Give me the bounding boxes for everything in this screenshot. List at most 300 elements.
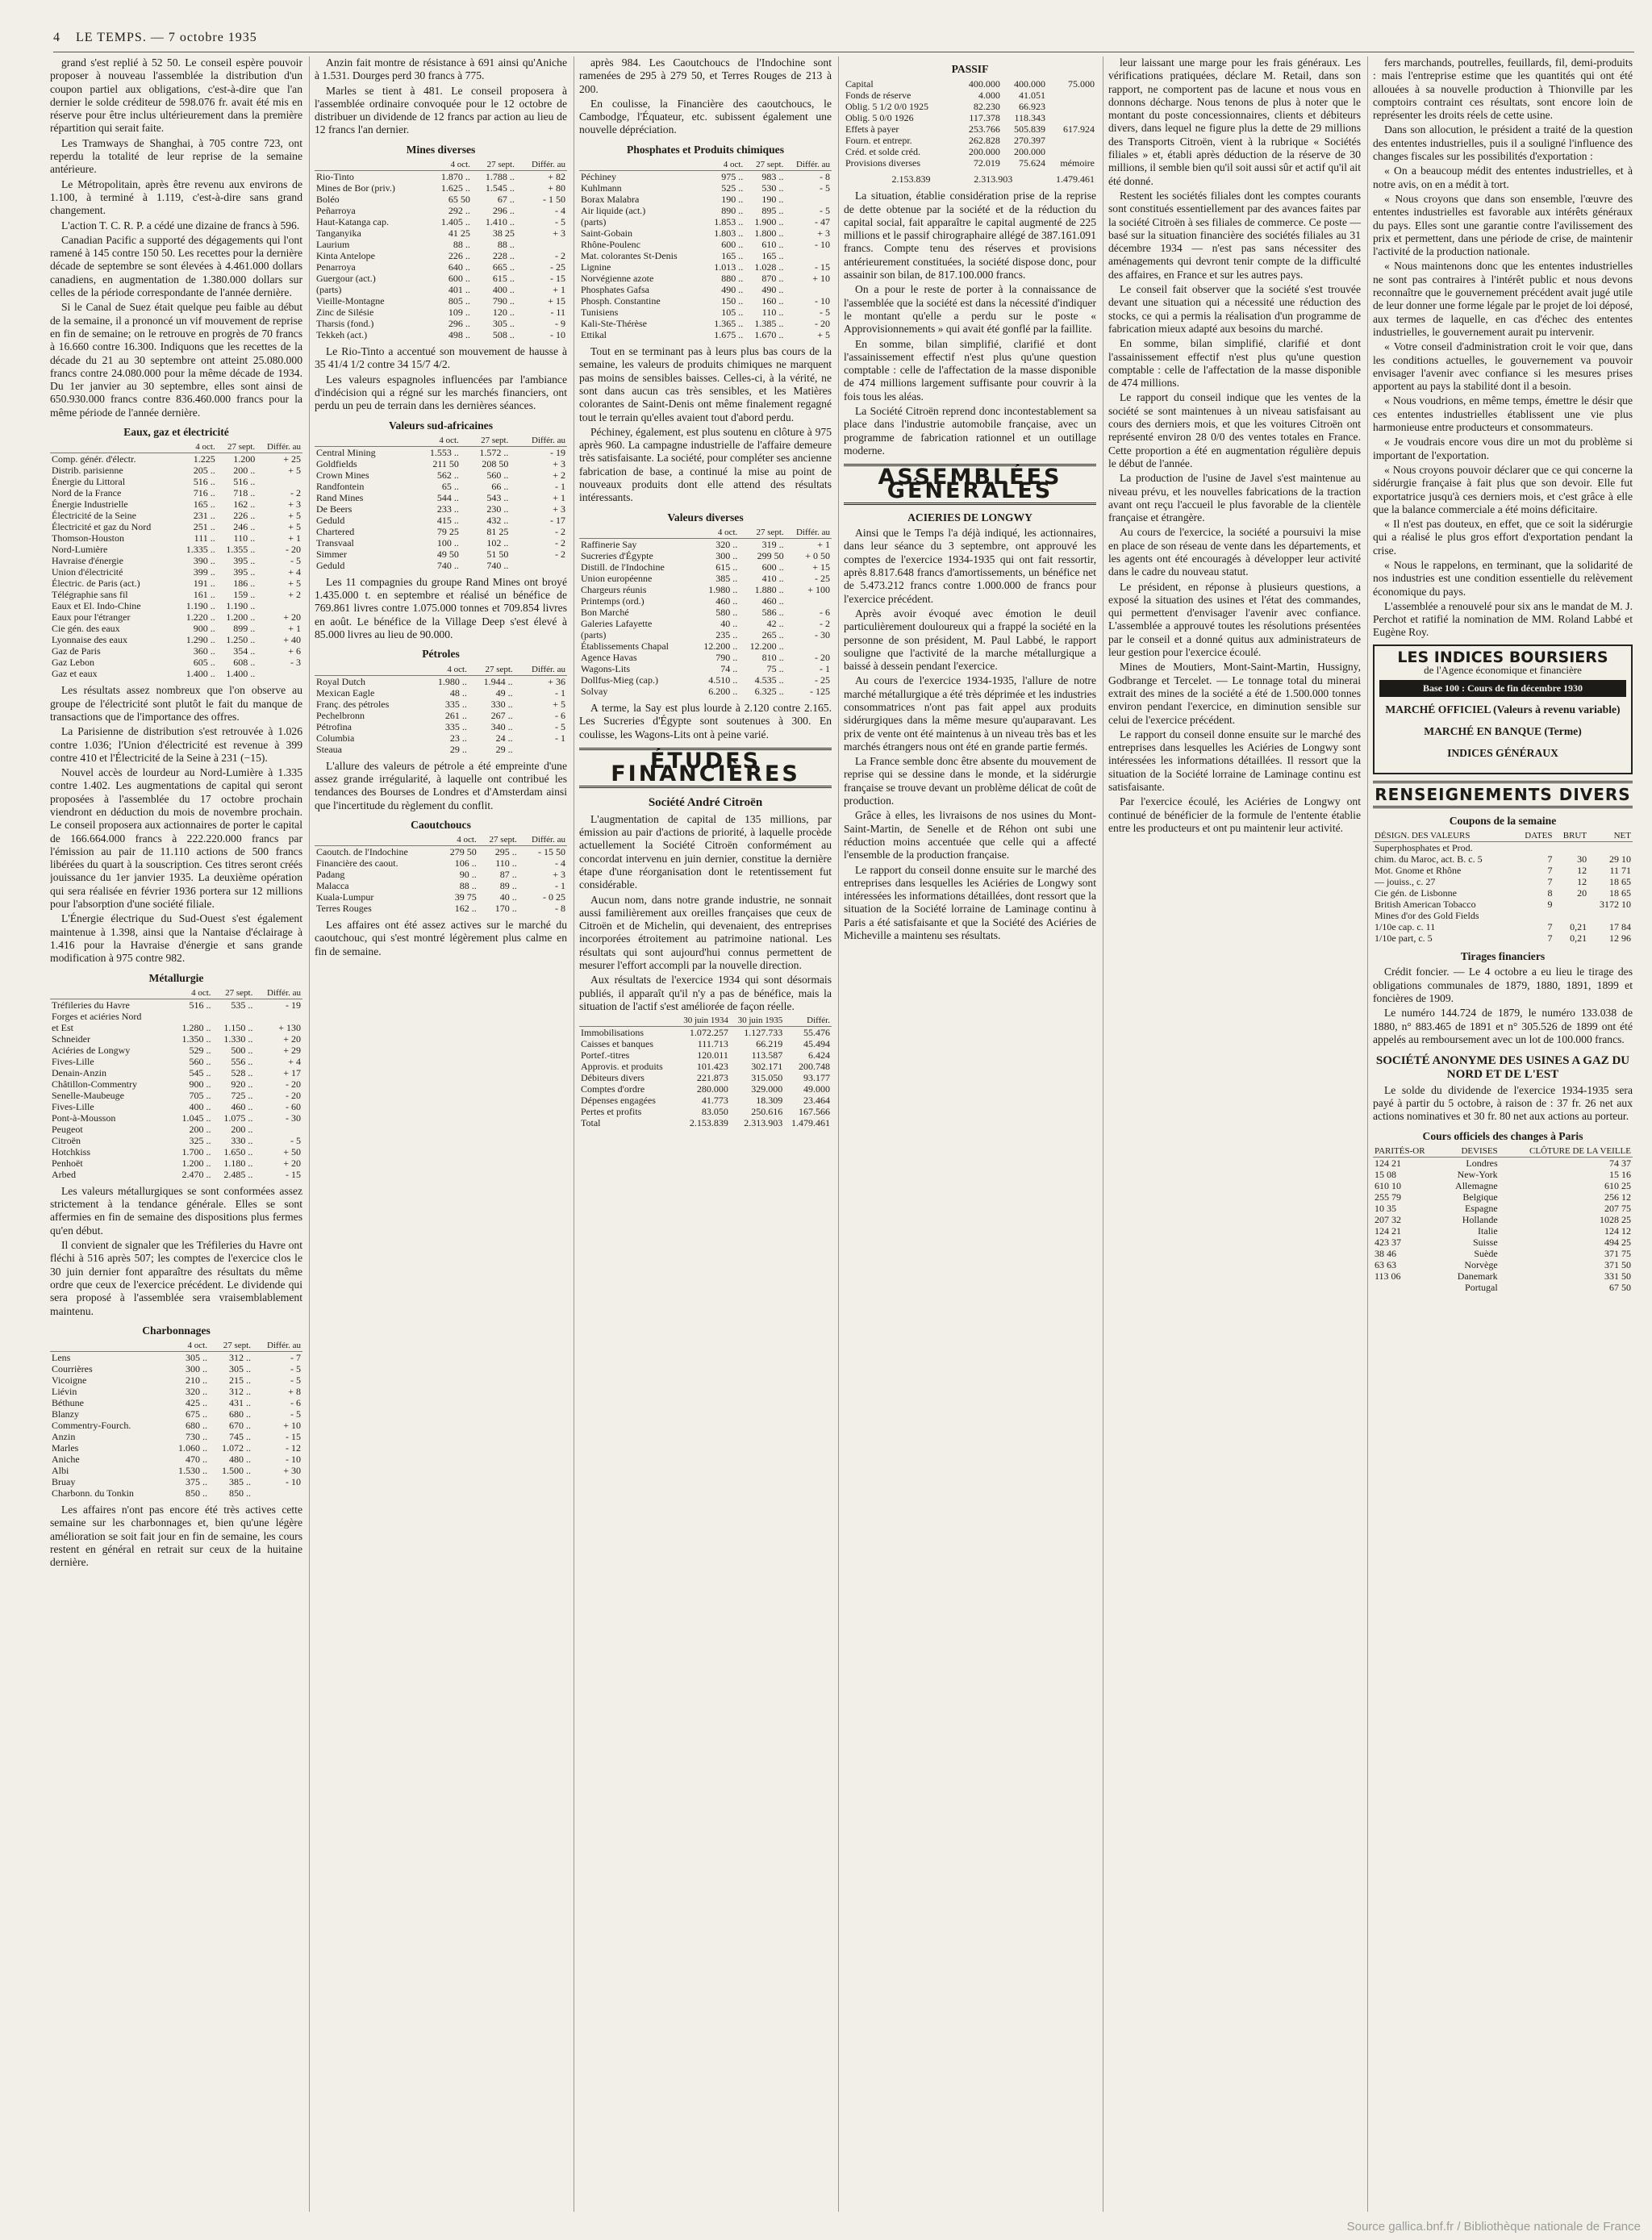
paragraph: Le président, en réponse à plusieurs questions, a exposé la situation des usines et l'état des commandes, qui permettent d'envisager l'avenir avec confiance. L'assemblée a approuvé toutes les résolutions présentées par le conseil et a donné quitus aux administrateurs de leur gestion pour l'exercice écoulé. [1108,580,1361,659]
row-value: 1.190 .. [186,600,215,612]
row-label: Kuhlmann [581,182,622,194]
paragraph: « Votre conseil d'administration croit le voir que, dans les conditions actuelles, le gouvernement va pouvoir envisager l'avenir avec confiance si les mesures prises apportent au pays la stabilité dont il a besoin. [1373,340,1633,393]
row-value: 543 .. [486,491,509,503]
row-label: Randfontein [316,480,365,492]
row-label: Immobilisations [581,1027,644,1039]
row-value: 544 .. [436,491,459,503]
table-row [50,645,302,657]
row-value: - 20 [286,1089,301,1101]
row-value: 292 .. [448,205,470,217]
column-header [315,834,439,846]
paragraph: La production de l'usine de Javel s'est maintenue au niveau prévu, et les nouvelles fabrications de la traction avant ont reçu l'accueil le plus favorable de la clientèle française et étrangère. [1108,472,1361,524]
row-value: 319 .. [761,538,784,550]
table-row [579,584,832,595]
row-value: 12.200 .. [749,640,784,652]
row-value: 320 .. [185,1386,207,1398]
row-value: + 1 [288,623,301,635]
row-value: + 15 [812,561,830,573]
row-value: 20 [1577,887,1587,899]
row-value: 395 .. [233,566,256,578]
row-value: 200 .. [233,465,256,477]
row-value: 740 .. [436,559,459,571]
row-value: 88 .. [497,239,515,251]
row-value [1515,842,1554,854]
table-row [50,498,302,510]
row-value: + 82 [548,171,565,183]
table-row [1373,853,1633,865]
row-label: Galeries Lafayette [581,617,653,629]
row-label: Peugeot [52,1123,83,1135]
row-value: 74 37 [1609,1158,1631,1169]
indices-title: LES INDICES BOURSIERS [1397,648,1608,666]
table-row [579,618,832,629]
column-header [315,664,423,676]
row-label: Cie gén. des eaux [52,623,120,635]
row-value: 1.400 .. [226,668,256,680]
row-value: - 60 [286,1100,301,1112]
row-value: 246 .. [233,521,256,533]
table-row [50,1112,302,1124]
row-value: 975 .. [721,171,744,183]
row-value: 17 84 [1609,921,1631,933]
table-row [50,1146,302,1158]
row-value [252,1487,302,1499]
column-header: 27 sept. [745,159,785,171]
row-value: 49.000 [803,1083,830,1095]
row-value: 48 .. [449,686,467,699]
row-value: 1.072 .. [221,1442,251,1454]
table-row [315,307,567,318]
row-value: 586 .. [761,606,784,618]
row-value: - 6 [555,709,565,721]
row-value: 401 .. [448,284,470,296]
row-value: 200.748 [799,1061,830,1073]
row-value: + 20 [283,611,301,624]
row-value: - 8 [820,171,830,183]
table-row [315,216,567,227]
row-value: - 2 [820,617,830,629]
row-label: Bon Marché [581,606,629,618]
quote-table [50,987,302,1180]
column-header: Différ. au [785,159,832,171]
row-value: 415 .. [436,514,459,526]
row-value: 83.050 [701,1106,728,1118]
row-value: - 0 25 [543,891,565,903]
row-value: + 2 [553,469,565,481]
row-value: - 5 [290,1374,301,1387]
table-header-row [50,1340,302,1352]
row-value: 1.944 .. [483,675,513,687]
row-value: 39 75 [454,891,477,903]
table-row [50,623,302,634]
row-value: 186 .. [233,578,256,590]
paragraph: L'Énergie électrique du Sud-Ouest s'est également maintenue à 1.398, ainsi que la Nantaise d'éclairage à 1.416 pour la Havraise d'énergie et sans grande modification à 975 contre 982. [50,912,302,965]
table-row [315,284,567,295]
row-label: Nord de la France [52,487,122,499]
row-label: Gaz Lebon [52,657,94,669]
row-value: 65 50 [448,194,470,206]
row-value: - 125 [810,685,830,697]
row-label: British American Tobacco [1375,899,1476,911]
row-value: + 3 [553,869,565,881]
row-value: 371 75 [1604,1248,1631,1259]
row-value: - 10 [815,295,830,307]
row-label: Simmer [316,548,347,560]
row-label: Saint-Gobain [581,227,632,240]
row-value: 124 12 [1604,1225,1631,1237]
row-value: - 5 [820,307,830,319]
row-value: 302.171 [751,1061,783,1073]
paragraph: La situation, établie considération prise de la reprise de dette obtenue par la société et de la réduction du capital social, fait apparaître le capital augmenté de 225 millions et le passif chirographaire allégé de 387.161.091 francs. Compte tenu des réserves et provisions antérieurement constituées, la société dispose donc, pour assainir son bilan, de 817.100.000 francs. [844,190,1096,282]
table-row [315,250,567,261]
page-header [53,31,1634,52]
row-value: 208 50 [482,457,509,469]
column-header: 27 sept. [209,1340,252,1352]
table-row [579,1038,832,1049]
column-2 [315,56,574,2212]
row-value: - 2 [555,250,565,262]
table-row [50,1487,302,1499]
row-value: 920 .. [231,1078,253,1090]
table-row [315,273,567,284]
row-value: 460 .. [761,594,784,607]
row-value: 562 .. [436,469,459,481]
row-label: Terres Rouges [316,903,372,915]
row-value: 1.500 .. [221,1465,251,1477]
table-row [50,1465,302,1476]
table-row [315,503,567,515]
column-header: DATES [1515,830,1554,842]
row-value: 490 .. [761,284,784,296]
table-row [579,261,832,273]
column-header: 4 oct. [693,527,739,539]
row-label: Fives-Lille [52,1055,94,1067]
row-value: 120.011 [697,1049,728,1062]
row-value: 1.625 .. [440,182,470,194]
row-value: 230 .. [486,503,509,515]
row-label: Courrières [52,1363,93,1375]
row-value: + 3 [553,503,565,515]
column-6 [1373,56,1639,2212]
row-value: 23.464 [803,1095,830,1107]
row-label: Approvis. et produits [581,1061,663,1073]
row-value: 1.800 .. [754,227,784,240]
row-value: 505.839 [1014,123,1046,136]
paragraph: Le rapport du conseil donne ensuite sur le marché des entreprises dans lesquelles les Aciéries de Longwy sont intéressées les informations détaillées. Il ressort que la situation de la Société lorraine de Laminage continu est satisfaisante. [1108,728,1361,794]
row-value: 4.000 [978,90,1000,102]
table-row [579,640,832,652]
row-value: Espagne [1465,1203,1498,1214]
column-header: 27 sept. [469,664,515,676]
row-value: 256 12 [1604,1191,1631,1203]
row-value: 1.280 .. [181,1021,211,1033]
paragraph: Le conseil fait observer que la société s'est trouvée devant une situation qui a nécessité une réduction des stocks, ce qui a permis la réalisation d'un programme de fabrication mieux adapté aux besoins du marché. [1108,283,1361,335]
row-value: 305 .. [228,1363,251,1375]
row-value: 740 .. [486,559,509,571]
row-label: De Beers [316,503,353,515]
table-row [1373,1191,1633,1203]
quote-table [315,159,567,340]
row-value: 81 25 [486,525,509,537]
paragraph: En coulisse, la Financière des caoutchoucs, le Cambodge, l'Équateur, etc. subissent également une nouvelle dépréciation. [579,97,832,136]
column-header: CLÔTURE DE LA VEILLE [1500,1145,1633,1158]
row-value [786,595,832,607]
row-value [171,1011,213,1022]
row-label: chim. du Maroc, act. B. c. 5 [1375,853,1483,866]
row-value: + 20 [283,1032,301,1045]
row-label: Énergie Industrielle [52,498,128,511]
row-label: Havraise d'énergie [52,555,123,567]
row-label: Lignine [581,261,611,273]
row-value [1047,90,1096,101]
row-label: Steaua [316,743,342,755]
row-label: Pont-à-Mousson [52,1112,116,1124]
paragraph: leur laissant une marge pour les frais généraux. Les vérifications pratiquées, déclare M. Retail, dans son rapport, ne comportent pas de lacune et nous vous en donnons décharge. Nous tenons de plus à noter que le montant du poste concessionnaires, clients et débiteurs divers, dans lequel ne figure plus la dette de 29 millions des Transports Citroën, vient à la rubrique « Sociétés filiales » et, établi après déduction de la réserve de 30 millions, il semble bien qu'il soit aussi sûr et actif qu'il ait été donné. [1108,56,1361,187]
row-value: 400 .. [189,1100,211,1112]
table-row [315,295,567,307]
paragraph: Les affaires n'ont pas encore été très actives cette semaine sur les charbonnages et, bien qu'une légère amélioration se soit fait jour en fin de semaine, les cours restent en général en retrait sur ceux de la huitaine dernière. [50,1504,302,1569]
row-value [1047,101,1096,112]
row-label: Énergie du Littoral [52,476,126,488]
row-label: Schneider [52,1032,90,1045]
table-row [50,555,302,566]
table-row [50,1022,302,1033]
row-value: 11 71 [1609,865,1631,877]
row-label: Thomson-Houston [52,532,124,544]
paragraph: « Nous le rappelons, en terminant, que la solidarité de nos industries est une condition essentielle du relèvement économique du pays. [1373,558,1633,598]
row-label: Malacca [316,880,349,892]
row-value: 680 .. [228,1408,251,1420]
row-value: 79 25 [436,525,459,537]
row-value: - 10 [550,329,565,341]
section-heading: Phosphates et Produits chimiques [627,143,784,156]
table-row [315,182,567,194]
table-row [50,1397,302,1408]
row-value: 890 .. [721,205,744,217]
row-value: 75 .. [766,662,784,674]
row-value: + 1 [288,532,301,544]
paragraph: Les valeurs métallurgiques se sont conformées assez strictement à la tendance générale. Elles se sont affermies en fin de semaine des dispositions plus fermes qu'en début. [50,1184,302,1237]
paragraph: Ainsi que le Temps l'a déjà indiqué, les actionnaires, dans leur séance du 3 septembre, ont approuvé les comptes de l'exercice 1934-1935 qui ont fait ressortir, après 8.817.648 francs d'amortissements, un bénéfice net de 5.473.212 francs contre 1.000.000 de francs pour l'exercice précédent. [844,527,1096,605]
row-value: 9 [1547,899,1553,911]
row-value: 1.365 .. [714,318,744,330]
row-value: 261 .. [444,709,467,721]
row-value: - 2 [555,548,565,560]
quote-table [579,159,832,340]
row-value: 41.773 [701,1095,728,1107]
row-value: 400 .. [492,284,515,296]
row-value: + 100 [807,583,830,595]
table-row [50,1431,302,1442]
section-heading: Tirages financiers [1460,950,1546,963]
row-value: 1.180 .. [223,1157,253,1169]
table-row [579,1049,832,1061]
row-value: + 3 [817,227,830,240]
table-row [1373,1169,1633,1180]
row-value: 400.000 [968,78,1000,90]
paragraph: L'action T. C. R. P. a cédé une dizaine de francs à 596. [61,219,300,232]
table-row [315,880,567,891]
row-value: 315.050 [751,1072,783,1084]
row-value [213,1011,255,1022]
row-label: Rio-Tinto [316,171,354,183]
row-value: 170 .. [494,903,517,915]
paragraph: Canadian Pacific a supporté des dégagements qui l'ont ramené à 145 contre 150 50. Les recettes pour la dernière décade de septembre se sont élevées à 4.461.000 dollars canadiens, en augmentation de 1.380.000 dollars sur celles de la période correspondante de l'année dernière. [50,233,302,299]
row-value: - 1 [555,480,565,492]
stock-indices-box [1373,644,1633,774]
row-value: 41.051 [1019,90,1046,102]
row-value: + 50 [283,1145,301,1158]
row-label: 1/10e cap. c. 11 [1375,921,1436,933]
row-label: 207 32 [1375,1214,1401,1225]
row-value: 4.535 .. [754,674,784,686]
table-row [315,869,567,880]
row-value: 600 .. [761,561,784,573]
row-value: 100 .. [436,536,459,549]
row-value: 1.220 .. [186,611,215,624]
row-label: Total [581,1117,601,1129]
row-value: - 20 [815,651,830,663]
row-value: 200.000 [1014,146,1046,158]
table-row [1373,1225,1633,1237]
row-value: 500 .. [231,1044,253,1056]
paragraph: Aux résultats de l'exercice 1934 qui sont désormais publiés, il apparaît qu'il n'y a pas de bénéfice, mais la situation de l'actif s'est améliorée de façon réelle. [579,974,832,1012]
row-label: Pertes et profits [581,1106,642,1118]
quote-table [315,664,567,755]
column-header: Différ. [784,1015,832,1027]
row-value: 12 [1577,876,1587,888]
row-value: 1.335 .. [186,544,215,556]
row-value: + 8 [288,1386,301,1398]
section-banner-renseignements: RENSEIGNEMENTS DIVERS [1373,781,1633,808]
table-row [579,1061,832,1072]
row-value: 460 .. [231,1100,253,1112]
table-row [50,611,302,623]
table-row [579,171,832,183]
row-value [1554,910,1589,921]
row-value: 528 .. [231,1066,253,1078]
row-value: 267 .. [490,709,513,721]
paragraph: En somme, bilan simplifié, clarifié et dont l'assainissement effectif n'est plus qu'une question comptable : celle de l'affectation de la masse disponible de 474 millions largement suffisante pour couvrir à la fois tous les aléas. [844,337,1096,403]
row-value: - 10 [815,239,830,251]
row-value: 29 .. [495,743,513,755]
row-value: 790 .. [492,295,515,307]
row-label: Péchiney [581,171,616,183]
row-value: 2.470 .. [181,1168,211,1180]
row-value: 395 .. [233,555,256,567]
row-label: Gaz de Paris [52,645,101,657]
column-header: BRUT [1554,830,1589,842]
table-row [315,329,567,340]
paragraph: Les 11 compagnies du groupe Rand Mines ont broyé 1.435.000 t. en septembre et réalisé un bénéfice de 769.861 livres contre 1.075.000 tonnes et 709.854 livres en août. Le bénéfice de la Village Deep s'est élevé à 85.000 livres au lieu de 90.000. [315,575,567,641]
column-header: Différ. au [254,987,302,999]
section-heading: Cours officiels des changes à Paris [1422,1129,1583,1142]
row-label: Haut-Katanga cap. [316,216,389,228]
row-value: 1.200 .. [181,1157,211,1169]
table-row [50,1374,302,1386]
row-value: 270.397 [1014,135,1046,147]
column-header: 4 oct. [428,159,472,171]
row-value: 325 .. [189,1134,211,1146]
row-value: 617.924 [1063,123,1095,136]
row-value: 18 65 [1609,876,1631,888]
row-value: 895 .. [761,205,784,217]
paragraph: grand s'est replié à 52 50. Le conseil espère pouvoir proposer à nouveau l'assemblée la distribution d'un coupon partiel aux obligations, c'est-à-dire que l'an dernier le solde créditeur de 598.076 fr. avait été mis en réserve pour être inclus ultérieurement dans la première répartition qui serait faite. [50,56,302,135]
row-value: 49 50 [436,548,459,560]
row-label: Fives-Lille [52,1100,94,1112]
section-heading: Métallurgie [148,971,204,984]
row-value: 1.980 .. [708,583,738,595]
total-1934: 2.153.839 [891,173,931,186]
paragraph: Grâce à elles, les livraisons de nos usines du Mont-Saint-Martin, de Senelle et de Réhon ont subi une réduction moins accentuée que celle qui a affecté l'ensemble de la production française. [844,809,1096,861]
row-value: 600 .. [721,239,744,251]
row-value: - 8 [555,903,565,915]
row-value: - 6 [290,1397,301,1409]
row-value: - 20 [286,544,301,556]
row-value: 385 .. [715,572,738,584]
row-value: - 5 [555,216,565,228]
column-header: 4 oct. [423,664,469,676]
table-row [579,573,832,584]
row-value: + 3 [288,498,301,511]
paragraph: La Parisienne de distribution s'est retrouvée à 1.026 contre 1.036; l'Union d'électricité est revenue à 399 contre 410 et l'Électricité de la Seine à 231 (−15). [50,725,302,764]
row-value [1554,842,1589,854]
column-header: 27 sept. [739,527,785,539]
table-row [315,526,567,537]
row-label: Borax Malabra [581,194,640,206]
row-value: 400.000 [1014,78,1046,90]
row-value: 167.566 [799,1106,830,1118]
row-label: Mines d'or des Gold Fields [1375,910,1479,922]
table-row [315,846,567,858]
row-label: (parts) [581,216,607,228]
column-header: 4 oct. [439,834,478,846]
paragraph: Le rapport du conseil donne ensuite sur le marché des entreprises dans lesquelles les Aciéries de Longwy sont intéressées les informations détaillées, dont ressort que la situation de la Société lorraine de Laminage continu à Paris a été satisfaisante et que la Société des Aciéries de Micheville a maintenu ses résultats. [844,863,1096,942]
row-value: 1.060 .. [177,1442,207,1454]
row-value: 117.378 [969,112,1000,124]
row-value: 7 [1547,876,1553,888]
total-1935: 2.313.903 [974,173,1013,186]
table-row [315,537,567,549]
table-row [844,135,1096,146]
article-title: SOCIÉTÉ ANONYME DES USINES A GAZ DU NORD ET DE L'EST [1375,1054,1630,1081]
row-value: 6.200 .. [708,685,738,697]
row-label: Créd. et solde créd. [845,146,920,158]
row-value: - 17 [550,514,565,526]
table-row [315,687,567,699]
table-row [50,1033,302,1045]
indices-base: Base 100 : Cours de fin décembre 1930 [1379,680,1626,696]
column-header: Différ. au [510,435,567,447]
table-row [50,634,302,645]
table-row [50,1352,302,1364]
paragraph: Mines de Moutiers, Mont-Saint-Martin, Hussigny, Godbrange et Tercelet. — Le tonnage total du minerai extrait des mines de la société a été de 1.500.000 tonnes environ pendant l'exercice, en diminution sensible sur celui de l'exercice précédent. [1108,661,1361,726]
row-value: 375 .. [185,1476,207,1488]
row-value: 65 .. [441,480,459,492]
table-row [579,607,832,618]
row-value: 161 .. [193,589,215,601]
row-value: - 25 [815,572,830,584]
indices-group-heading: INDICES GÉNÉRAUX [1447,747,1558,760]
table-row [579,227,832,239]
row-value [1047,135,1096,146]
paragraph: L'assemblée a renouvelé pour six ans le mandat de M. J. Perchot et ratifié la nomination de MM. Roland Labbé et Eugène Roy. [1373,599,1633,639]
paragraph: Crédit foncier. — Le 4 octobre a eu lieu le tirage des obligations communales de 1879, 1880, 1891, 1899 et foncières de 1909. [1373,966,1633,1005]
row-label: Geduld [316,514,345,526]
row-value: 1.900 .. [754,216,784,228]
row-label: Béthune [52,1397,84,1409]
row-label: Sucreries d'Égypte [581,549,653,561]
